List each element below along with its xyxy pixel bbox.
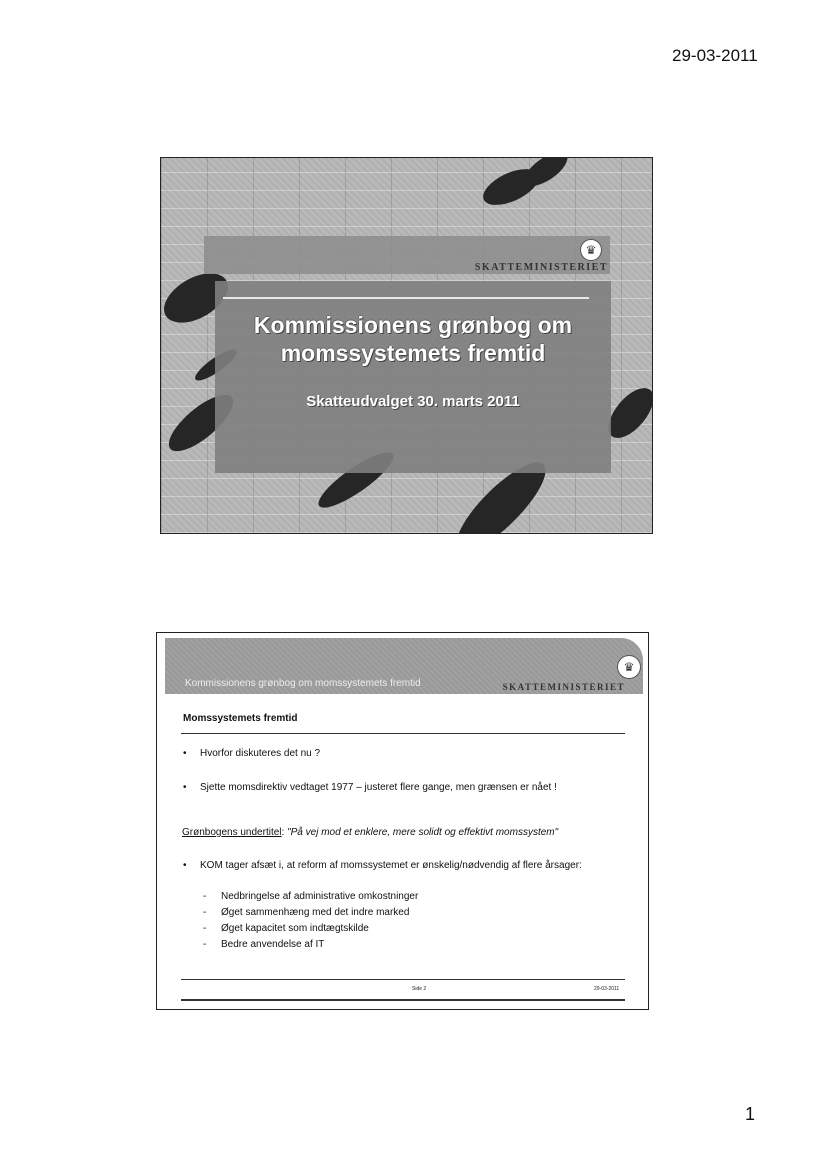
list-item: - Øget sammenhæng med det indre marked [203, 905, 418, 921]
divider [181, 733, 625, 734]
slide-heading: Momssystemets fremtid [183, 713, 298, 724]
title-box [215, 281, 611, 473]
reasons-list [203, 889, 418, 953]
bullet-item [183, 782, 557, 793]
slide-2 [156, 632, 649, 1010]
list-item: - Bedre anvendelse af IT [203, 937, 418, 953]
greenbook-subtitle: Grønbogens undertitel: "På vej mod et enklere, mere solidt og effektivt momssystem" [182, 827, 559, 838]
royal-crown-icon: ♛ [580, 239, 602, 261]
bullet-text: Hvorfor diskuteres det nu ? [200, 748, 321, 759]
slide-subtitle: Skatteudvalget 30. marts 2011 [306, 393, 520, 410]
bullet-item [183, 860, 582, 871]
bullet-icon: • [183, 782, 187, 793]
divider [223, 297, 589, 299]
list-item: - Øget kapacitet som indtægtskilde [203, 921, 418, 937]
page-date: 29-03-2011 [672, 46, 758, 65]
header-text: Kommissionens grønbog om momssystemets fremtid [185, 678, 421, 689]
footer-page: Side 2 [412, 986, 427, 992]
bullet-item [183, 748, 321, 759]
footer-divider [181, 999, 625, 1001]
title-line-2: momssystemets fremtid [280, 340, 546, 366]
footer-date: 29-03-2011 [594, 986, 620, 992]
page-number: 1 [745, 1104, 756, 1124]
slide-title [215, 311, 611, 367]
slide-1 [160, 157, 653, 534]
bullet-text: Sjette momsdirektiv vedtaget 1977 – justeret flere gange, men grænsen er nået ! [200, 782, 557, 793]
ministry-name: SKATTEMINISTERIET [502, 682, 625, 692]
title-line-1: Kommissionens grønbog om [253, 312, 573, 338]
bullet-text: KOM tager afsæt i, at reform af momssystemet er ønskelig/nødvendig af flere årsager: [200, 860, 582, 871]
footer-divider [181, 979, 625, 980]
ministry-name: SKATTEMINISTERIET [474, 262, 608, 273]
royal-crown-icon: ♛ [617, 655, 641, 679]
slide-header [165, 638, 643, 694]
subtitle-label: Grønbogens undertitel [182, 827, 282, 838]
bullet-icon: • [183, 748, 187, 759]
bullet-icon: • [183, 860, 187, 871]
list-item: - Nedbringelse af administrative omkostninger [203, 889, 418, 905]
subtitle-quote: "På vej mod et enklere, mere solidt og effektivt momssystem" [287, 827, 559, 838]
